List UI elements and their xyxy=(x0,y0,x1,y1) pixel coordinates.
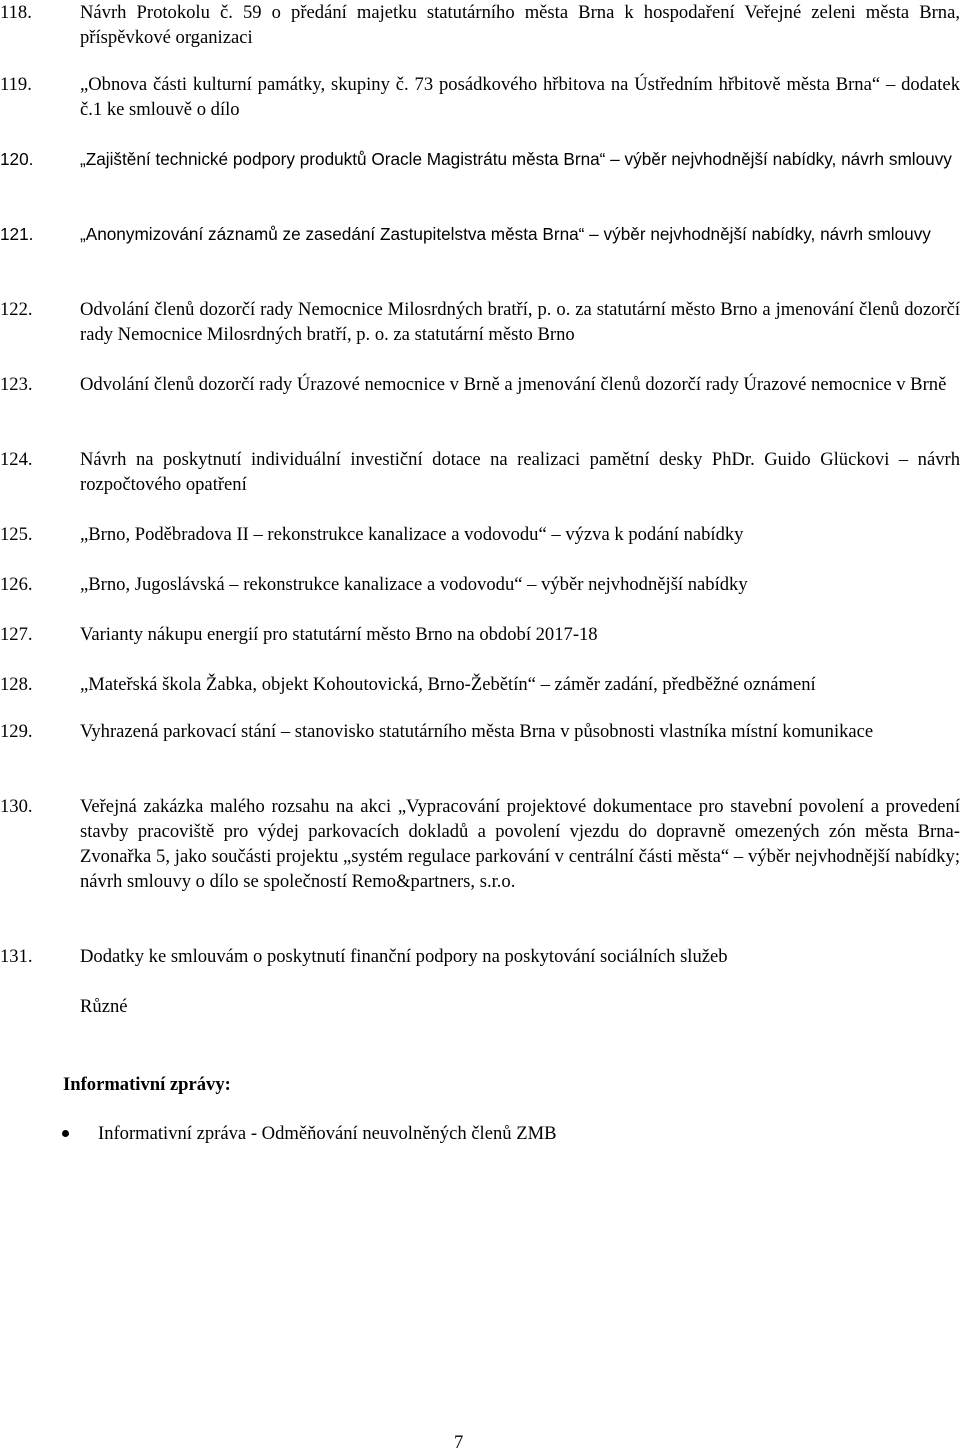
item-number: 120. xyxy=(0,149,34,169)
item-number: 122. xyxy=(0,299,33,320)
item-text: „Anonymizování záznamů ze zasedání Zastupitelstva města Brna“ – výběr nejvhodnější nabídky, návrh smlouvy xyxy=(80,224,931,244)
item-number: 129. xyxy=(0,721,33,742)
item-text: „Mateřská škola Žabka, objekt Kohoutovická, Brno-Žebětín“ – záměr zadání, předběžné oznámení xyxy=(80,674,816,695)
item-text: „Brno, Jugoslávská – rekonstrukce kanalizace a vodovodu“ – výběr nejvhodnější nabídky xyxy=(80,574,748,595)
item-number: 119. xyxy=(0,74,32,95)
item-text: „Obnova části kulturní památky, skupiny č. 73 posádkového hřbitova na Ústředním hřbitově města Brna“ – dodatek č.1 ke smlouvě o dílo xyxy=(80,74,960,120)
agenda-item xyxy=(0,794,960,894)
agenda-item xyxy=(0,297,960,347)
agenda-item xyxy=(0,944,960,969)
item-number: 121. xyxy=(0,224,34,244)
bullet-text: Informativní zpráva - Odměňování neuvolněných členů ZMB xyxy=(98,1123,557,1144)
agenda-item xyxy=(0,522,960,547)
item-text: Dodatky ke smlouvám o poskytnutí finanční podpory na poskytování sociálních služeb xyxy=(80,946,728,967)
page-number: 7 xyxy=(454,1432,464,1453)
agenda-item xyxy=(0,719,960,744)
agenda-item xyxy=(0,147,960,172)
informative-heading: Informativní zprávy: xyxy=(63,1074,231,1095)
item-text: Návrh Protokolu č. 59 o předání majetku statutárního města Brna k hospodaření Veřejné zeleni města Brna, příspěvkové organizaci xyxy=(80,2,960,48)
agenda-item xyxy=(0,222,960,247)
item-number: 118. xyxy=(0,2,32,23)
item-text: Návrh na poskytnutí individuální investiční dotace na realizaci pamětní desky PhDr. Guido Glückovi – návrh rozpočtového opatření xyxy=(80,449,960,495)
agenda-item xyxy=(0,0,960,50)
item-number: 130. xyxy=(0,796,33,817)
item-number: 128. xyxy=(0,674,33,695)
item-text: Odvolání členů dozorčí rady Úrazové nemocnice v Brně a jmenování členů dozorčí rady Úrazové nemocnice v Brně xyxy=(80,374,947,395)
agenda-item xyxy=(0,622,960,647)
item-number: 123. xyxy=(0,374,33,395)
item-text: „Zajištění technické podpory produktů Oracle Magistrátu města Brna“ – výběr nejvhodnější nabídky, návrh smlouvy xyxy=(80,149,952,169)
bullet-dot-icon xyxy=(62,1130,69,1137)
bullet-item xyxy=(62,1121,557,1146)
agenda-item xyxy=(0,72,960,122)
item-text: Veřejná zakázka malého rozsahu na akci „Vypracování projektové dokumentace pro stavební povolení a provedení stavby pracoviště pro výdej parkovacích dokladů a povolení vjezdu do dopravně omezených zón města Brna- Zvonařka 5, jako součásti projektu „systém regulace parkování v centrální části města“ – výběr nejvhodnější nabídky; návrh smlouvy o dílo se společností Remo&partners, s.r.o. xyxy=(80,796,960,892)
item-number: 126. xyxy=(0,574,33,595)
ruzne-label: Různé xyxy=(80,996,128,1017)
agenda-item xyxy=(0,672,960,697)
item-text: Vyhrazená parkovací stání – stanovisko statutárního města Brna v působnosti vlastníka místní komunikace xyxy=(80,721,874,742)
agenda-item xyxy=(0,447,960,497)
item-text: Odvolání členů dozorčí rady Nemocnice Milosrdných bratří, p. o. za statutární město Brno a jmenování členů dozorčí rady Nemocnice Milosrdných bratří, p. o. za statutární město Brno xyxy=(80,299,960,345)
item-text: „Brno, Poděbradova II – rekonstrukce kanalizace a vodovodu“ – výzva k podání nabídky xyxy=(80,524,744,545)
item-number: 131. xyxy=(0,946,33,967)
item-number: 125. xyxy=(0,524,33,545)
item-text: Varianty nákupu energií pro statutární město Brno na období 2017-18 xyxy=(80,624,598,645)
item-number: 124. xyxy=(0,449,33,470)
agenda-item xyxy=(0,572,960,597)
item-number: 127. xyxy=(0,624,33,645)
agenda-item xyxy=(0,372,960,397)
